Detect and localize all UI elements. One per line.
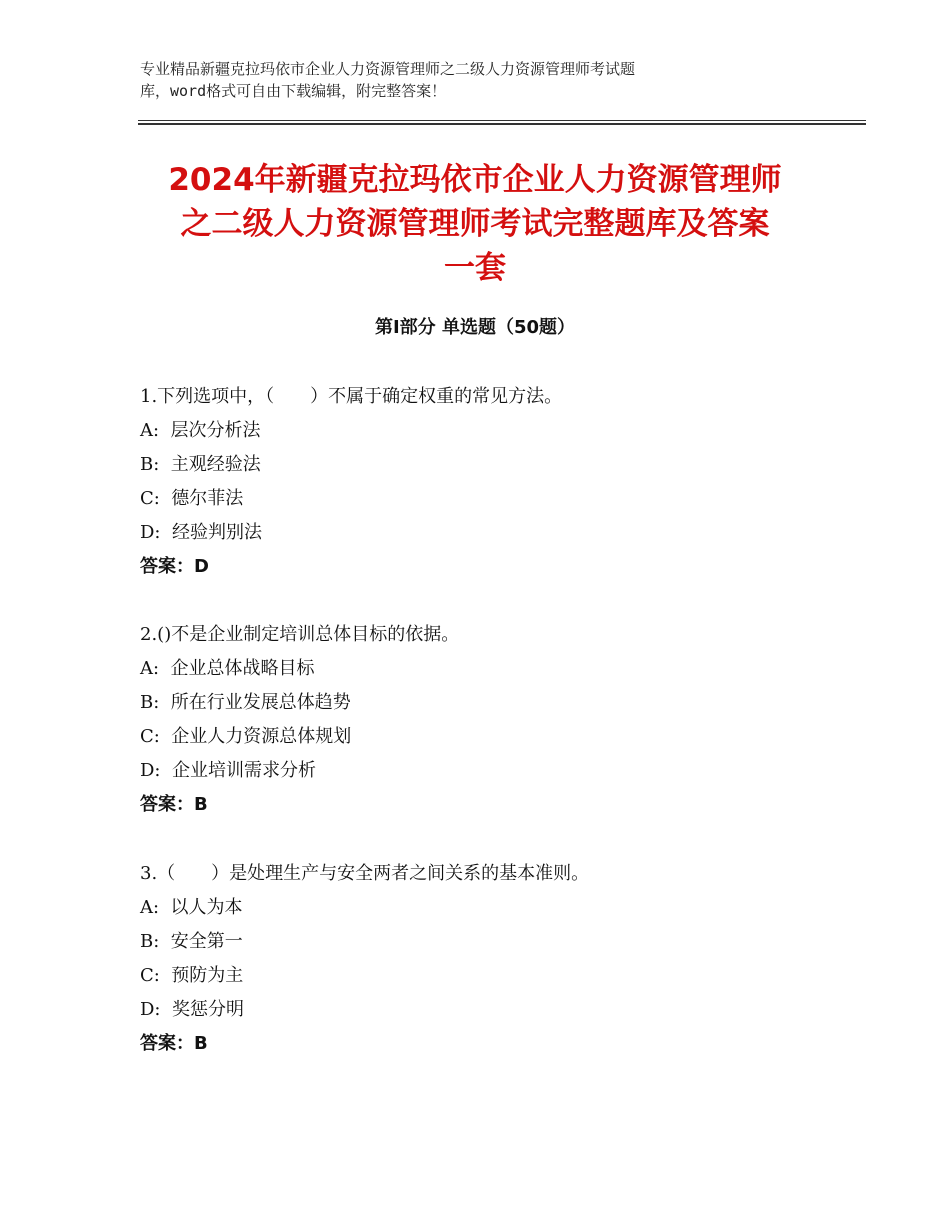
- section-heading: 第Ⅰ部分 单选题（50题）: [374, 317, 575, 338]
- option-b: B: 安全第一: [140, 931, 243, 952]
- option-c: C: 德尔菲法: [140, 488, 244, 509]
- question-stem: 2.()不是企业制定培训总体目标的依据。: [140, 624, 460, 645]
- header-note-line-1: 专业精品新疆克拉玛依市企业人力资源管理师之二级人力资源管理师考试题: [140, 60, 636, 78]
- question-stem: 3.（ ）是处理生产与安全两者之间关系的基本准则。: [140, 863, 590, 884]
- header-divider: [138, 120, 866, 125]
- option-b: B: 所在行业发展总体趋势: [140, 692, 351, 713]
- option-c: C: 预防为主: [140, 965, 244, 986]
- option-a: A: 以人为本: [140, 897, 243, 918]
- title-line-3: 一套: [444, 250, 506, 286]
- question-stem: 1.下列选项中，（ ）不属于确定权重的常见方法。: [140, 386, 563, 407]
- answer-label: 答案：B: [140, 794, 208, 815]
- header-note: [140, 58, 800, 102]
- option-d: D: 奖惩分明: [140, 999, 244, 1020]
- answer-label: 答案：D: [140, 556, 209, 577]
- answer-label: 答案：B: [140, 1033, 208, 1054]
- option-b: B: 主观经验法: [140, 454, 261, 475]
- question-2: [140, 618, 840, 822]
- header-note-line-2: 库，word格式可自由下载编辑，附完整答案！: [140, 82, 447, 100]
- question-1: [140, 380, 840, 584]
- option-c: C: 企业人力资源总体规划: [140, 726, 352, 747]
- document-title: [0, 158, 950, 290]
- option-d: D: 经验判别法: [140, 522, 262, 543]
- option-a: A: 企业总体战略目标: [140, 658, 315, 679]
- question-3: [140, 857, 840, 1061]
- option-a: A: 层次分析法: [140, 420, 261, 441]
- title-line-2: 之二级人力资源管理师考试完整题库及答案: [180, 206, 770, 242]
- title-line-1: 2024年新疆克拉玛依市企业人力资源管理师: [168, 162, 782, 198]
- option-d: D: 企业培训需求分析: [140, 760, 316, 781]
